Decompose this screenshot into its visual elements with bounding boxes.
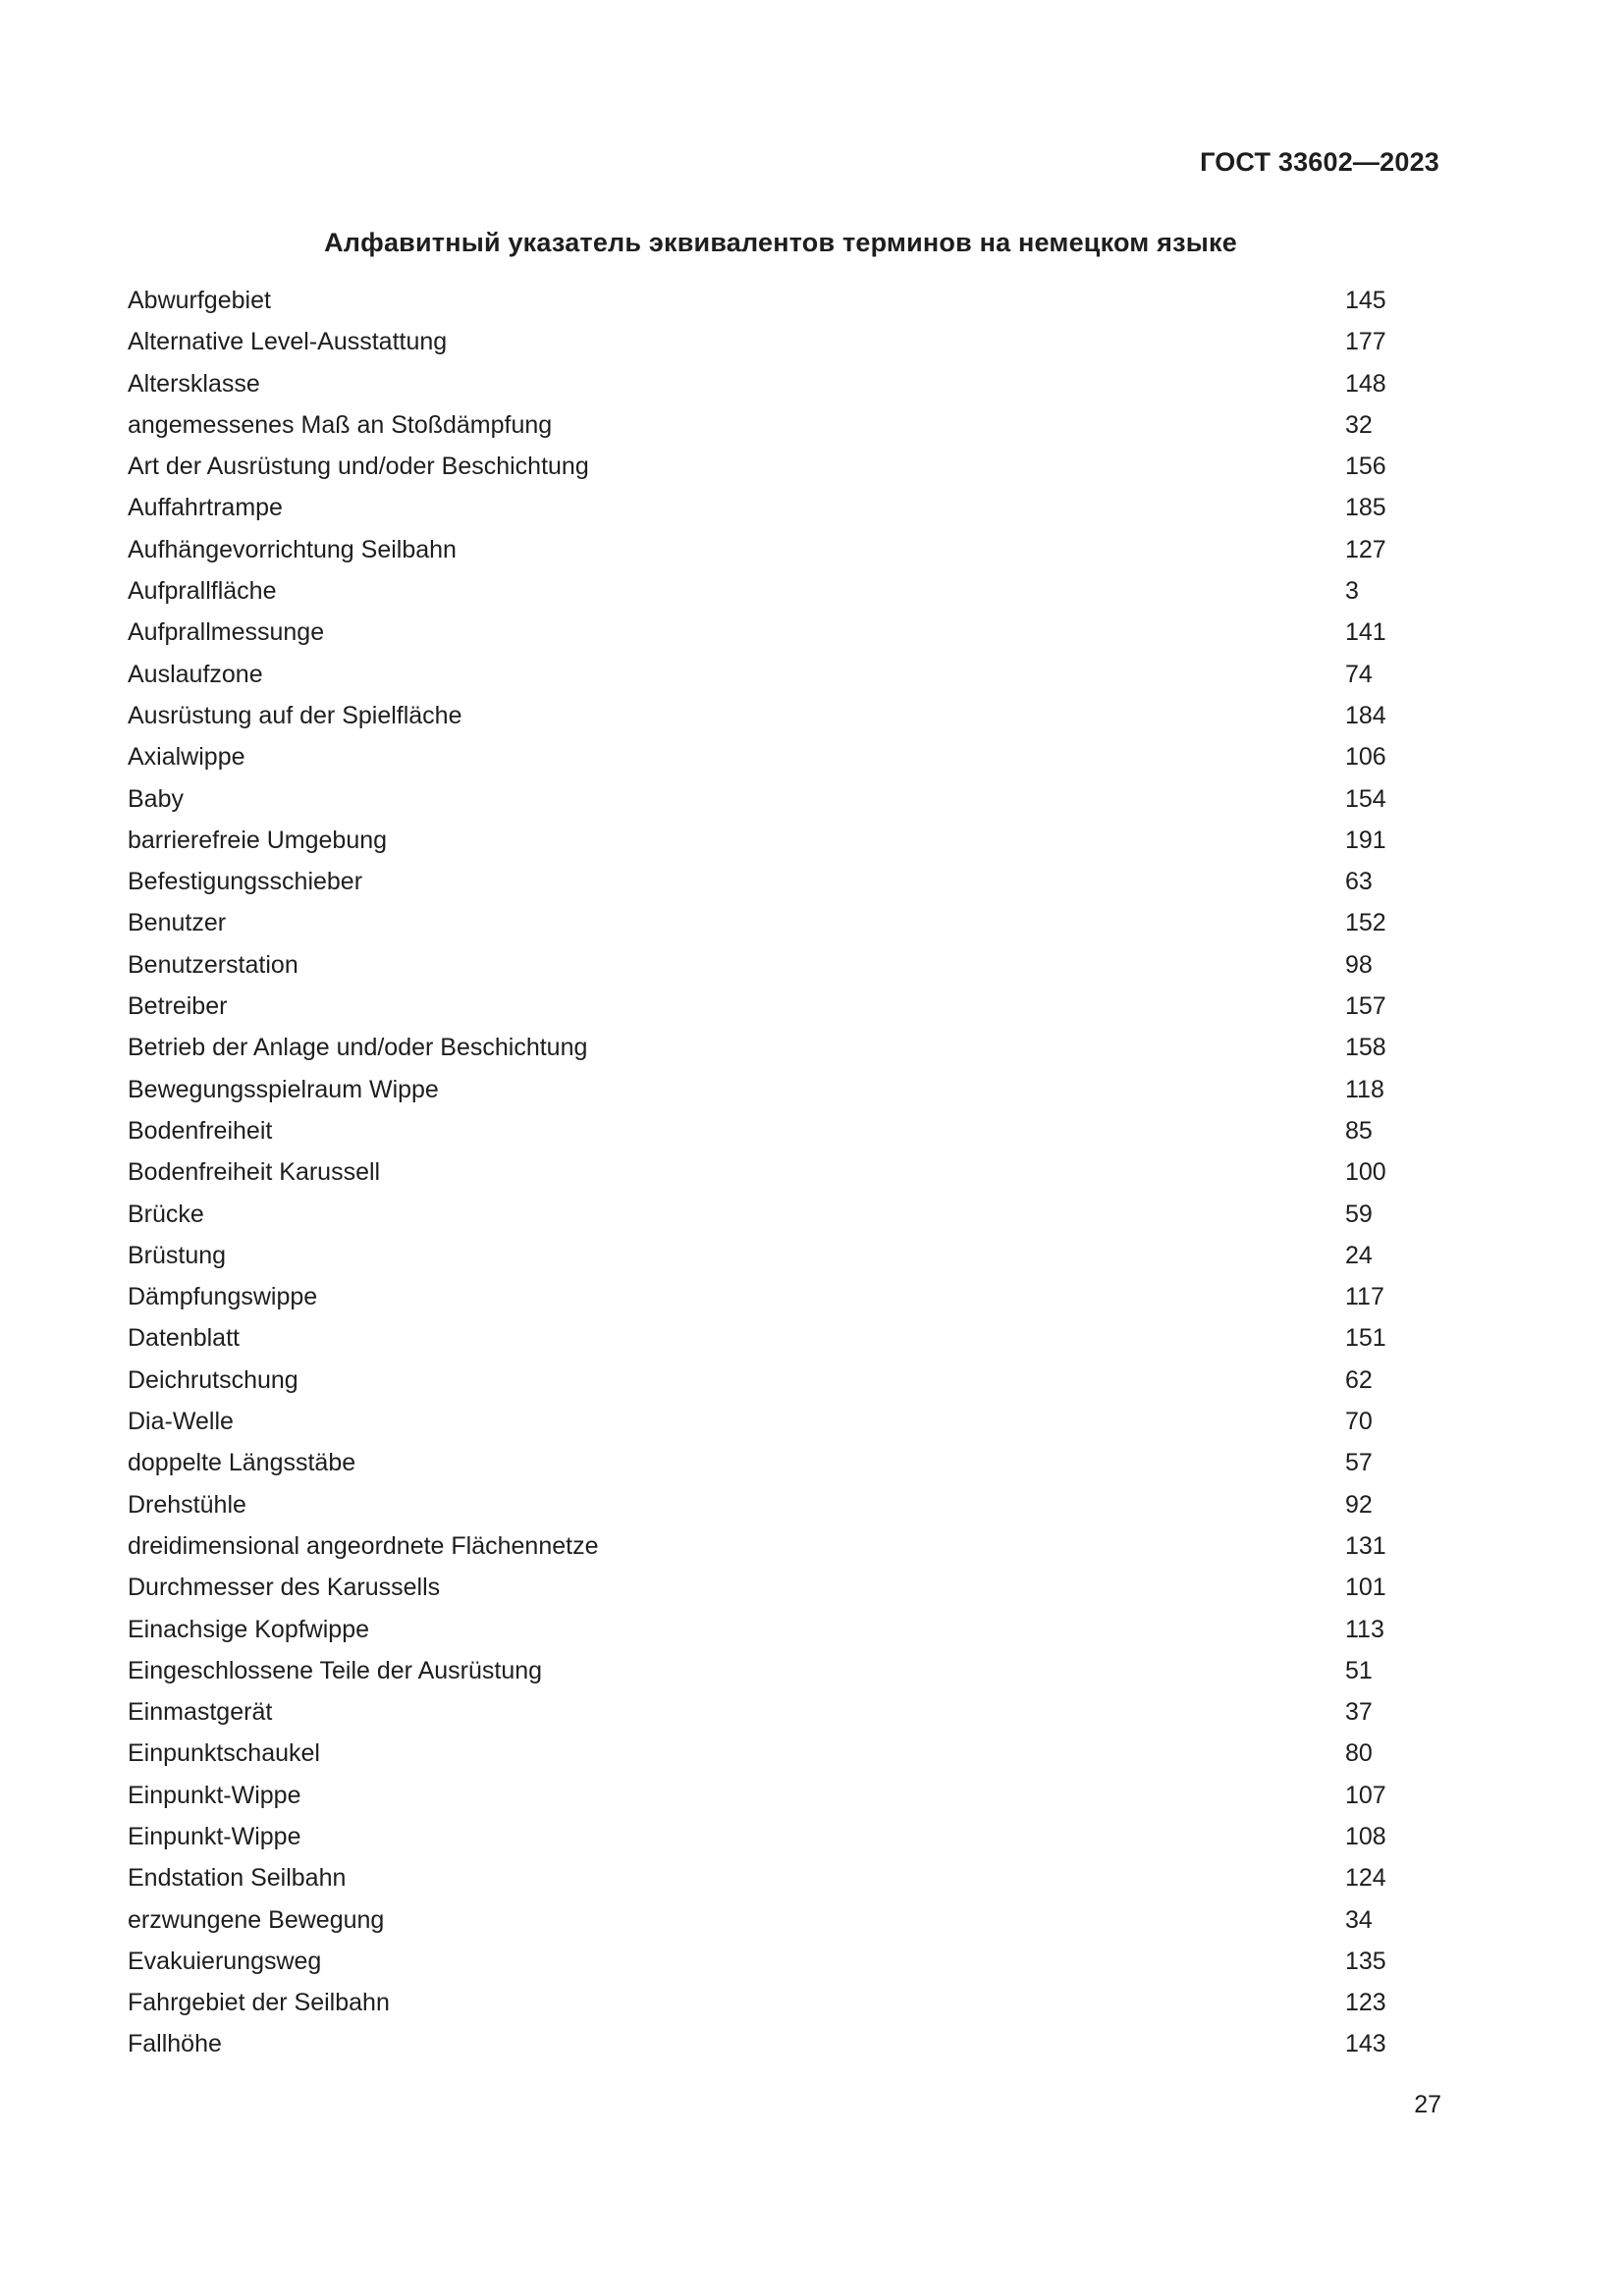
entry-term: Brücke <box>128 1200 204 1228</box>
entry-term: Evakuierungsweg <box>128 1947 322 1975</box>
index-entry <box>128 1446 1384 1487</box>
entry-term-number: 24 <box>1345 1241 1373 1269</box>
index-entry <box>128 1820 1384 1861</box>
entry-term-number: 145 <box>1345 287 1386 314</box>
index-entry <box>128 1903 1384 1945</box>
entry-term: Datenblatt <box>128 1324 240 1353</box>
entry-term: dreidimensional angeordnete Flächennetze <box>128 1531 599 1560</box>
entry-term-number: 154 <box>1345 784 1386 813</box>
index-entry <box>128 1198 1384 1239</box>
entry-term: Aufprallmessunge <box>128 618 325 647</box>
index-entry <box>128 1736 1384 1778</box>
entry-term: barrierefreie Umgebung <box>128 826 388 854</box>
entry-term-number: 117 <box>1345 1283 1384 1311</box>
entry-term-number: 57 <box>1345 1449 1373 1477</box>
entry-term-number: 34 <box>1345 1905 1373 1934</box>
page-number: 27 <box>1414 2091 1441 2118</box>
entry-term: Axialwippe <box>128 743 245 772</box>
index-entry <box>128 824 1384 865</box>
entry-term-number: 151 <box>1345 1324 1386 1353</box>
entry-term-number: 98 <box>1345 950 1373 979</box>
entry-term-number: 143 <box>1345 2030 1386 2058</box>
index-entry <box>128 450 1384 491</box>
index-entry <box>128 699 1384 740</box>
index-entry <box>128 1031 1384 1072</box>
index-entry <box>128 989 1384 1031</box>
entry-term: Baby <box>128 784 184 813</box>
entry-term-number: 92 <box>1345 1490 1373 1519</box>
index-entry <box>128 1155 1384 1197</box>
index-entry <box>128 1945 1384 1986</box>
entry-term: Dämpfungswippe <box>128 1283 318 1311</box>
entry-term: Benutzerstation <box>128 950 298 979</box>
entry-term: Benutzer <box>128 909 227 937</box>
entry-term: Einpunkt-Wippe <box>128 1822 301 1850</box>
entry-term: Deichrutschung <box>128 1365 298 1394</box>
entry-term: erzwungene Bewegung <box>128 1905 385 1934</box>
entry-term-number: 37 <box>1345 1698 1373 1727</box>
entry-term-number: 51 <box>1345 1656 1373 1684</box>
entry-term-number: 62 <box>1345 1365 1373 1394</box>
entry-term: Durchmesser des Karussells <box>128 1574 441 1602</box>
index-entry <box>128 1613 1384 1654</box>
entry-term-number: 148 <box>1345 369 1386 398</box>
index-entry <box>128 1571 1384 1612</box>
entry-term: Brüstung <box>128 1241 227 1269</box>
entry-term: doppelte Längsstäbe <box>128 1449 356 1477</box>
entry-term-number: 108 <box>1345 1822 1386 1850</box>
index-entry <box>128 491 1384 532</box>
entry-term-number: 70 <box>1345 1408 1373 1436</box>
entry-term: Eingeschlossene Teile der Ausrüstung <box>128 1656 543 1684</box>
index-entry <box>128 1239 1384 1280</box>
index-entry <box>128 615 1384 657</box>
entry-term-number: 141 <box>1345 618 1386 647</box>
entry-term-number: 101 <box>1345 1574 1386 1602</box>
index-title: Алфавитный указатель эквивалентов терминов на немецком языке <box>324 228 1237 257</box>
index-entry <box>128 1695 1384 1736</box>
index-entry <box>128 284 1384 325</box>
index-entry <box>128 1861 1384 1902</box>
index-entry <box>128 1654 1384 1695</box>
entry-term: Ausrüstung auf der Spielfläche <box>128 701 462 729</box>
entry-term-number: 191 <box>1345 826 1386 854</box>
index-entry <box>128 658 1384 699</box>
entry-term-number: 127 <box>1345 535 1386 563</box>
index-entry <box>128 1488 1384 1529</box>
index-entry <box>128 1405 1384 1446</box>
entry-term: Aufhängevorrichtung Seilbahn <box>128 535 457 563</box>
entry-term-number: 184 <box>1345 701 1386 729</box>
entry-term: Endstation Seilbahn <box>128 1864 347 1893</box>
index-entry <box>128 574 1384 615</box>
entry-term-number: 32 <box>1345 410 1373 439</box>
index-entry <box>128 367 1384 408</box>
index-entry <box>128 948 1384 989</box>
entry-term: angemessenes Maß an Stoßdämpfung <box>128 410 553 439</box>
entry-term-number: 131 <box>1345 1531 1386 1560</box>
entry-term-number: 158 <box>1345 1034 1386 1062</box>
entry-term-number: 118 <box>1345 1075 1384 1103</box>
entry-term: Fahrgebiet der Seilbahn <box>128 1989 390 2017</box>
entry-term: Drehstühle <box>128 1490 246 1519</box>
entry-term-number: 123 <box>1345 1989 1386 2017</box>
entry-term: Aufprallfläche <box>128 577 277 606</box>
index-entry <box>128 1779 1384 1820</box>
entry-term-number: 157 <box>1345 992 1386 1021</box>
entry-term-number: 100 <box>1345 1158 1386 1187</box>
index-entry <box>128 782 1384 824</box>
index-entry <box>128 408 1384 450</box>
entry-term-number: 113 <box>1345 1615 1384 1643</box>
document-code: ГОСТ 33602—2023 <box>1200 147 1439 177</box>
entry-term-number: 124 <box>1345 1864 1386 1893</box>
entry-term: Einachsige Kopfwippe <box>128 1615 369 1643</box>
index-entry <box>128 1363 1384 1405</box>
entry-term: Betrieb der Anlage und/oder Beschichtung <box>128 1034 588 1062</box>
entry-term: Betreiber <box>128 992 228 1021</box>
entry-term: Altersklasse <box>128 369 260 398</box>
entry-term-number: 177 <box>1345 328 1386 356</box>
index-entry <box>128 1280 1384 1321</box>
index-entry <box>128 1073 1384 1114</box>
index-entry <box>128 2027 1384 2068</box>
index-entry <box>128 1986 1384 2027</box>
entry-term-number: 85 <box>1345 1116 1373 1145</box>
entry-term: Art der Ausrüstung und/oder Beschichtung <box>128 453 589 481</box>
entry-term: Einpunkt-Wippe <box>128 1781 301 1809</box>
entry-term: Dia-Welle <box>128 1408 234 1436</box>
entry-term-number: 74 <box>1345 660 1373 688</box>
entry-term: Auffahrtrampe <box>128 494 283 522</box>
entry-term: Abwurfgebiet <box>128 287 271 314</box>
index-entry <box>128 1529 1384 1571</box>
index-entries-list <box>128 284 1384 2069</box>
entry-term: Bewegungsspielraum Wippe <box>128 1075 439 1103</box>
entry-term: Einmastgerät <box>128 1698 273 1727</box>
index-entry <box>128 906 1384 947</box>
entry-term: Bodenfreiheit Karussell <box>128 1158 381 1187</box>
entry-term-number: 135 <box>1345 1947 1386 1975</box>
index-entry <box>128 1321 1384 1362</box>
entry-term: Befestigungsschieber <box>128 868 363 896</box>
index-entry <box>128 1114 1384 1155</box>
index-entry <box>128 533 1384 574</box>
entry-term-number: 3 <box>1345 577 1359 606</box>
index-entry <box>128 740 1384 781</box>
entry-term-number: 152 <box>1345 909 1386 937</box>
entry-term-number: 80 <box>1345 1739 1373 1768</box>
entry-term: Bodenfreiheit <box>128 1116 273 1145</box>
entry-term-number: 59 <box>1345 1200 1373 1228</box>
entry-term: Einpunktschaukel <box>128 1739 320 1768</box>
entry-term: Alternative Level-Ausstattung <box>128 328 448 356</box>
index-entry <box>128 325 1384 366</box>
index-entry <box>128 865 1384 906</box>
entry-term: Auslaufzone <box>128 660 263 688</box>
entry-term-number: 185 <box>1345 494 1386 522</box>
entry-term-number: 63 <box>1345 868 1373 896</box>
entry-term-number: 107 <box>1345 1781 1386 1809</box>
entry-term-number: 156 <box>1345 453 1386 481</box>
entry-term: Fallhöhe <box>128 2030 222 2058</box>
entry-term-number: 106 <box>1345 743 1386 772</box>
